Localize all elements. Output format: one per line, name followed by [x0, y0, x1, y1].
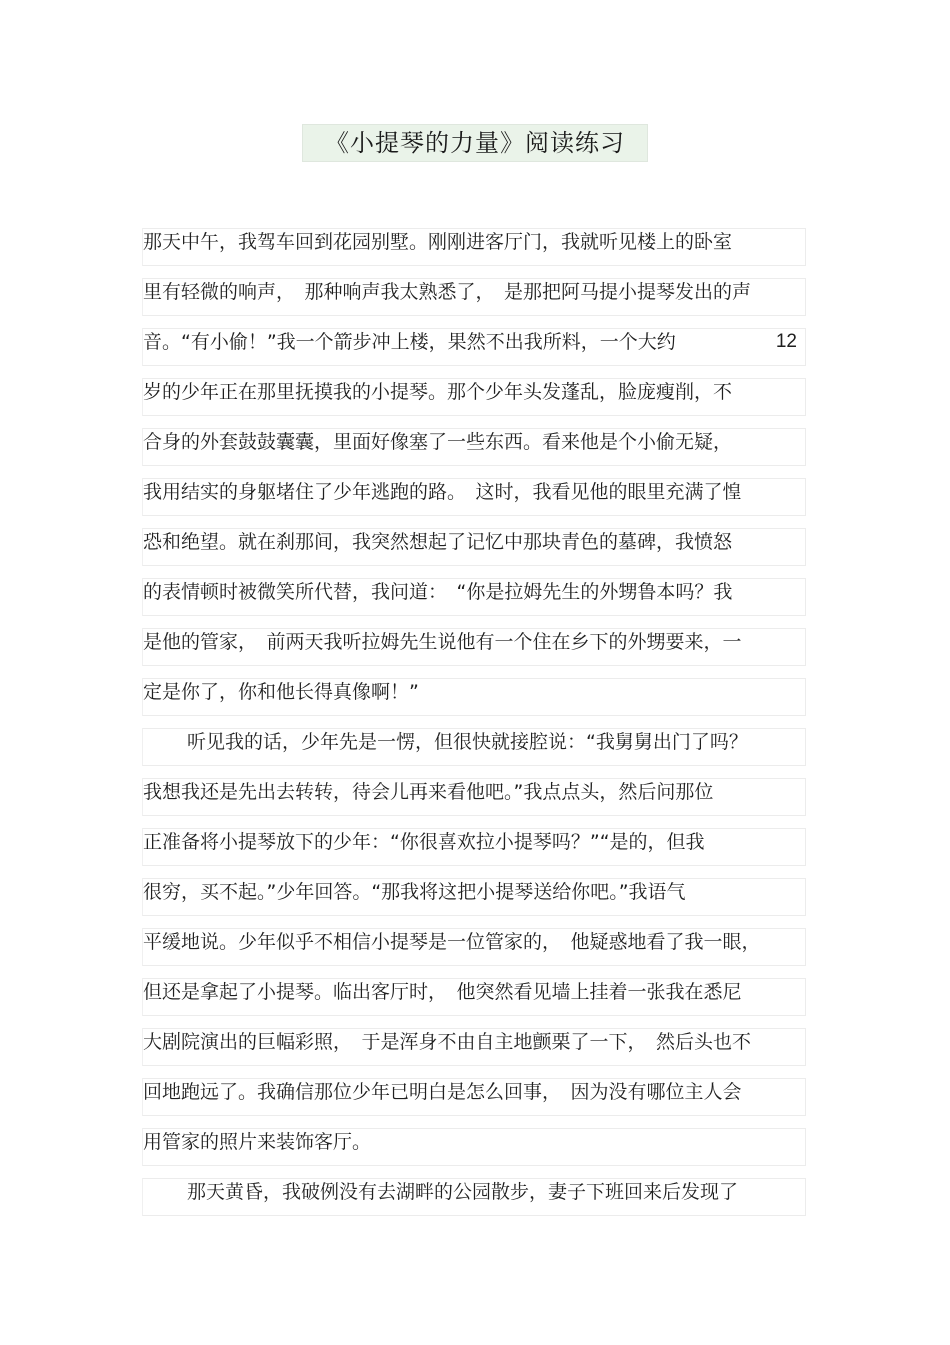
text-line — [142, 378, 806, 416]
text-line — [142, 628, 806, 666]
text-line — [142, 278, 806, 316]
line-text: 回地跑远了。我确信那位少年已明白是怎么回事， 因为没有哪位主人会 — [143, 1081, 742, 1103]
line-text: 定是你了，你和他长得真像啊！” — [143, 681, 419, 703]
line-text: 用管家的照片来装饰客厅。 — [143, 1131, 372, 1153]
text-line — [142, 878, 806, 916]
text-line — [142, 978, 806, 1016]
line-text: 是他的管家， 前两天我听拉姆先生说他有一个住在乡下的外甥要来，一 — [143, 631, 742, 653]
line-text: 岁的少年正在那里抚摸我的小提琴。那个少年头发蓬乱，脸庞瘦削，不 — [143, 381, 733, 403]
text-line — [142, 678, 806, 716]
line-text: 很穷，买不起。”少年回答。“那我将这把小提琴送给你吧。”我语气 — [143, 881, 686, 903]
text-line — [142, 328, 806, 366]
line-text: 我想我还是先出去转转，待会儿再来看他吧。”我点点头，然后问那位 — [143, 781, 714, 803]
text-line — [142, 228, 806, 266]
line-text: 我用结实的身躯堵住了少年逃跑的路。 这时，我看见他的眼里充满了惶 — [143, 481, 742, 503]
line-text: 音。“有小偷！”我一个箭步冲上楼，果然不出我所料，一个大约 — [143, 331, 676, 353]
line-text: 那天黄昏，我破例没有去湖畔的公园散步，妻子下班回来后发现了 — [187, 1181, 739, 1203]
text-line — [142, 578, 806, 616]
line-text: 正准备将小提琴放下的少年：“你很喜欢拉小提琴吗？”“是的，但我 — [143, 831, 705, 853]
line-text: 恐和绝望。就在刹那间，我突然想起了记忆中那块青色的墓碑，我愤怒 — [143, 531, 733, 553]
line-text: 大剧院演出的巨幅彩照， 于是浑身不由自主地颤栗了一下， 然后头也不 — [143, 1031, 752, 1053]
line-text: 里有轻微的响声， 那种响声我太熟悉了， 是那把阿马提小提琴发出的声 — [143, 281, 752, 303]
text-line — [142, 1128, 806, 1166]
text-line — [142, 828, 806, 866]
text-line — [142, 528, 806, 566]
text-line — [142, 778, 806, 816]
text-line — [142, 928, 806, 966]
line-text: 平缓地说。少年似乎不相信小提琴是一位管家的， 他疑惑地看了我一眼， — [143, 931, 761, 953]
line-text: 合身的外套鼓鼓囊囊，里面好像塞了一些东西。看来他是个小偷无疑， — [143, 431, 733, 453]
line-text: 但还是拿起了小提琴。临出客厅时， 他突然看见墙上挂着一张我在悉尼 — [143, 981, 742, 1003]
text-line — [142, 1178, 806, 1216]
text-line — [142, 1028, 806, 1066]
text-line — [142, 428, 806, 466]
line-text: 的表情顿时被微笑所代替，我问道： “你是拉姆先生的外甥鲁本吗？我 — [143, 581, 733, 603]
page-title: 《小提琴的力量》阅读练习 — [302, 124, 648, 162]
line-text: 那天中午，我驾车回到花园别墅。刚刚进客厅门，我就听见楼上的卧室 — [143, 231, 733, 253]
text-line — [142, 1078, 806, 1116]
age-number: 12 — [775, 331, 797, 352]
text-line — [142, 478, 806, 516]
line-text: 听见我的话，少年先是一愣，但很快就接腔说：“我舅舅出门了吗？ — [187, 731, 748, 753]
text-line — [142, 728, 806, 766]
